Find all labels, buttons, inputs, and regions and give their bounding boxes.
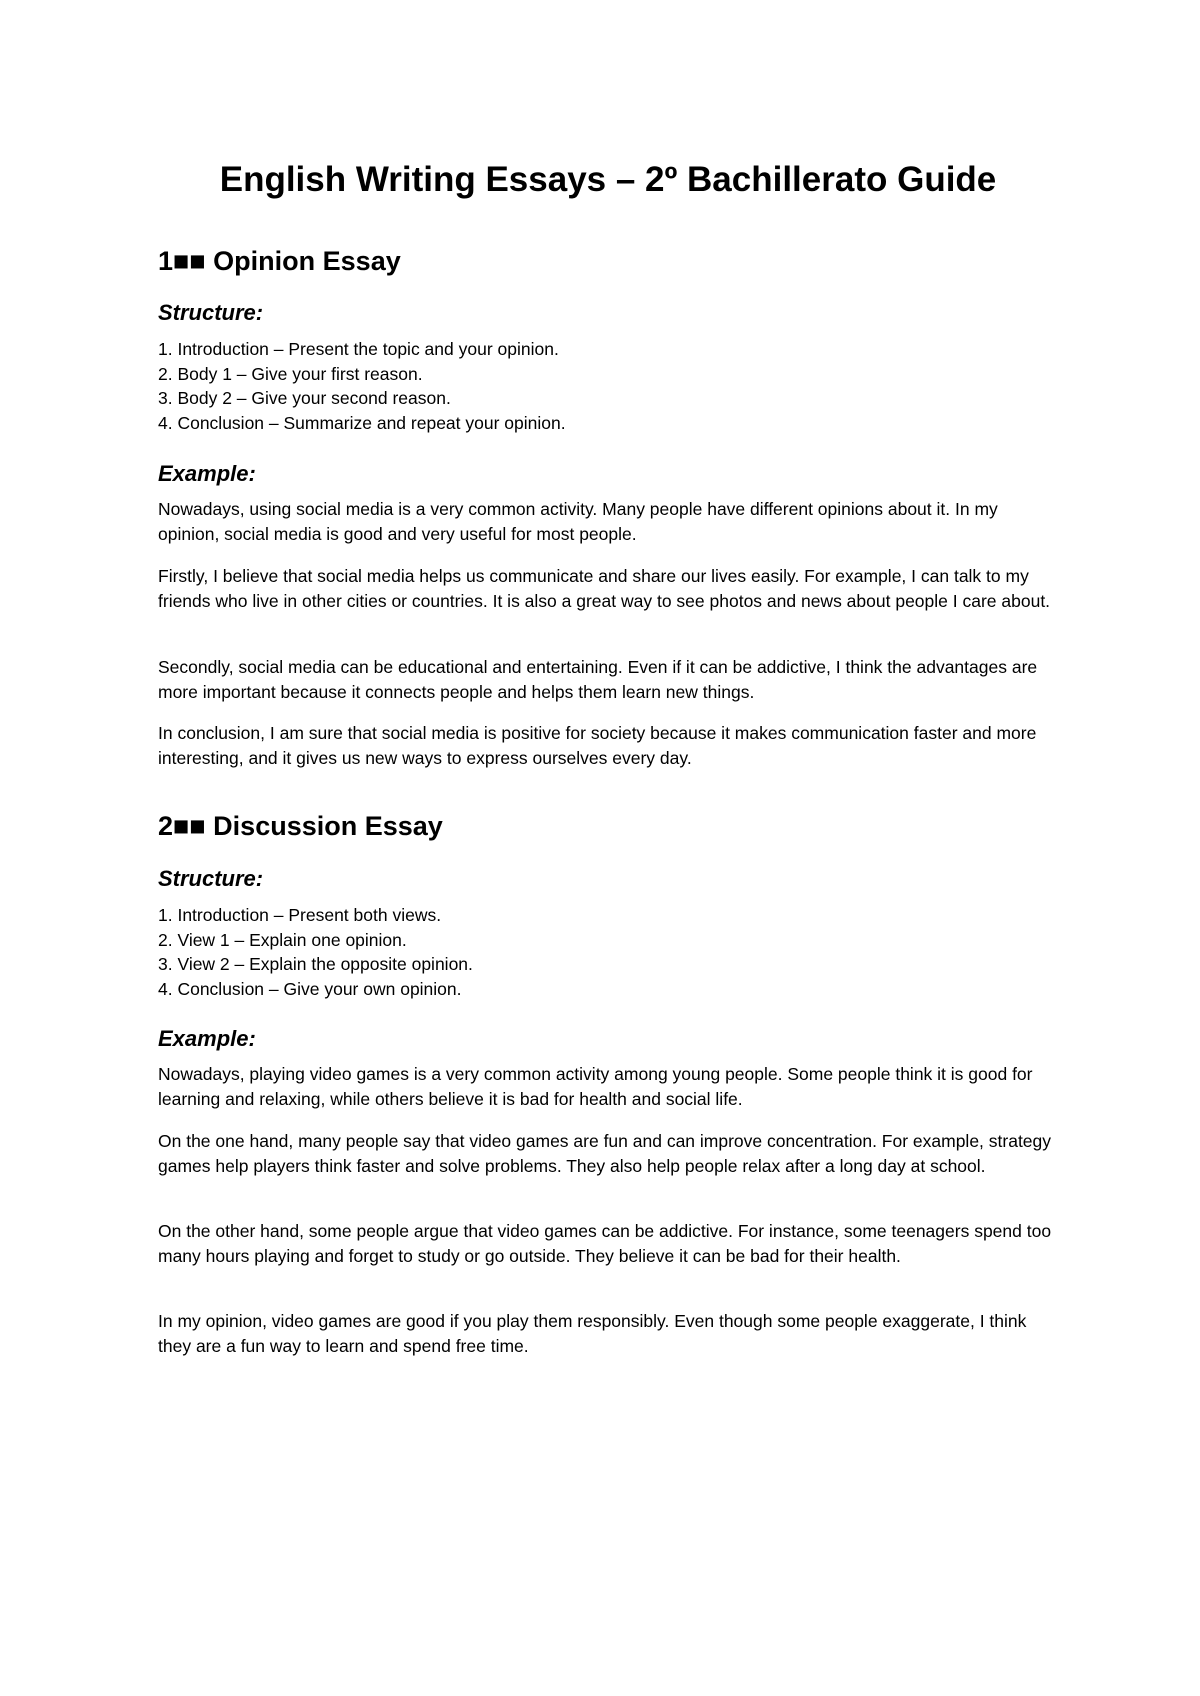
example-paragraph: On the other hand, some people argue that video games can be addictive. For instance, some teenagers spend too many hours playing and forget to study or go outside. They believe it can be bad for their health.: [158, 1221, 1052, 1266]
example-paragraph: Firstly, I believe that social media helps us communicate and share our lives easily. For example, I can talk to my friends who live in other cities or countries. It is also a great way to see photos and news about people I care about.: [158, 566, 1051, 611]
example-paragraph: Nowadays, playing video games is a very common activity among young people. Some people think it is good for learning and relaxing, while others believe it is bad for health and social life.: [158, 1064, 1033, 1109]
structure-step: 3. Body 2 – Give your second reason.: [158, 388, 451, 408]
structure-step: 4. Conclusion – Summarize and repeat your opinion.: [158, 412, 566, 433]
structure-step: 2. View 1 – Explain one opinion.: [158, 929, 407, 950]
example-paragraph: On the one hand, many people say that video games are fun and can improve concentration. For example, strategy games help players think faster and solve problems. They also help people relax after a long day at school.: [158, 1131, 1052, 1176]
example-label: Example:: [158, 461, 256, 486]
page-title: English Writing Essays – 2º Bachillerato Guide: [219, 160, 997, 199]
structure-step: 4. Conclusion – Give your own opinion.: [158, 978, 462, 999]
section-number: 2: [158, 811, 174, 841]
square-marks-icon: ■■: [173, 811, 206, 841]
structure-list: [158, 337, 566, 435]
section-title: Opinion Essay: [213, 246, 401, 276]
section-heading-discussion-essay: [158, 808, 443, 844]
structure-step: 1. Introduction – Present the topic and your opinion.: [158, 339, 559, 359]
section-title: Discussion Essay: [213, 811, 443, 841]
square-marks-icon: ■■: [173, 246, 206, 276]
structure-step: 2. Body 1 – Give your first reason.: [158, 363, 423, 384]
section-number: 1: [158, 246, 174, 276]
example-paragraph: In my opinion, video games are good if you play them responsibly. Even though some people exaggerate, I think they are a fun way to learn and spend free time.: [158, 1311, 1027, 1356]
structure-list: [158, 903, 473, 1001]
section-heading-opinion-essay: [158, 243, 401, 279]
structure-label: Structure:: [158, 866, 264, 891]
structure-label: Structure:: [158, 300, 264, 325]
example-paragraph: Nowadays, using social media is a very common activity. Many people have different opinions about it. In my opinion, social media is good and very useful for most people.: [158, 499, 998, 544]
structure-step: 3. View 2 – Explain the opposite opinion.: [158, 954, 473, 974]
example-paragraph: Secondly, social media can be educational and entertaining. Even if it can be addictive, I think the advantages are more important because it connects people and helps them learn new things.: [158, 657, 1038, 702]
example-paragraph: In conclusion, I am sure that social media is positive for society because it makes communication faster and more interesting, and it gives us new ways to express ourselves every day.: [158, 723, 1037, 768]
example-label: Example:: [158, 1026, 256, 1051]
structure-step: 1. Introduction – Present both views.: [158, 905, 442, 925]
